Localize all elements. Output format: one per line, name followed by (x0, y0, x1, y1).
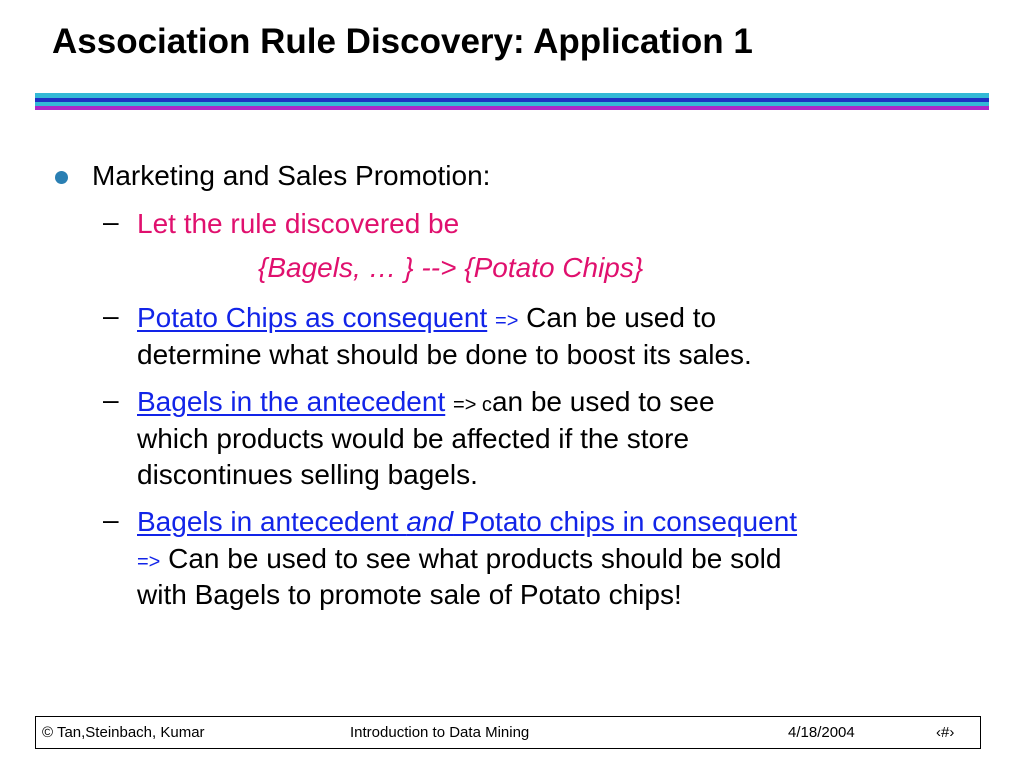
sub-bullet-4-line-1 (137, 504, 797, 540)
footer-course-title: Introduction to Data Mining (350, 724, 530, 741)
sub-bullet-2-line-1 (137, 300, 716, 339)
sub-bullet-3-line-3: discontinues selling bagels. (137, 459, 478, 490)
chips-consequent-text: Potato chips in consequent (453, 506, 798, 537)
sub-bullet-3-text-a: an be used to see (491, 386, 715, 417)
sub-bullet-dash-4: – (103, 504, 119, 535)
sub-bullet-dash-2: – (103, 300, 119, 331)
sub-bullet-4-text-a: Can be used to see what products should be sold (160, 543, 782, 574)
implies-arrow-3: => c (453, 394, 492, 416)
main-bullet-text: Marketing and Sales Promotion: (92, 160, 491, 191)
sub-bullet-3-line-2: which products would be affected if the store (137, 423, 690, 454)
bagels-antecedent-link[interactable]: Bagels in the antecedent (137, 386, 446, 417)
sub-bullet-dash-3: – (103, 384, 119, 415)
sub-bullet-4-line-3: with Bagels to promote sale of Potato chips! (137, 579, 682, 610)
rule-intro-text: Let the rule discovered be (137, 208, 460, 239)
sub-bullet-4-line-2 (137, 541, 781, 580)
slide-title: Association Rule Discovery: Application 1 (52, 22, 753, 61)
sub-bullet-2-text-a: Can be used to (518, 302, 717, 333)
footer-copyright: © Tan,Steinbach, Kumar (42, 724, 205, 741)
footer-page-number: ‹#› (936, 724, 955, 741)
title-divider-purple (35, 106, 989, 110)
sub-bullet-2-line-2: determine what should be done to boost its sales. (137, 339, 752, 370)
sub-bullet-3-line-1 (137, 384, 715, 423)
footer-date: 4/18/2004 (788, 724, 855, 741)
bagels-antecedent-text: Bagels in antecedent (137, 506, 407, 537)
bagels-chips-link[interactable] (137, 506, 797, 537)
bullet-dot-icon (55, 171, 68, 184)
potato-chips-consequent-link[interactable]: Potato Chips as consequent (137, 302, 488, 333)
and-text: and (406, 506, 454, 537)
rule-expression: {Bagels, … } --> {Potato Chips} (258, 252, 644, 283)
sub-bullet-dash-1: – (103, 206, 119, 237)
implies-arrow-2: => (495, 310, 519, 332)
implies-arrow-4: => (137, 551, 161, 573)
